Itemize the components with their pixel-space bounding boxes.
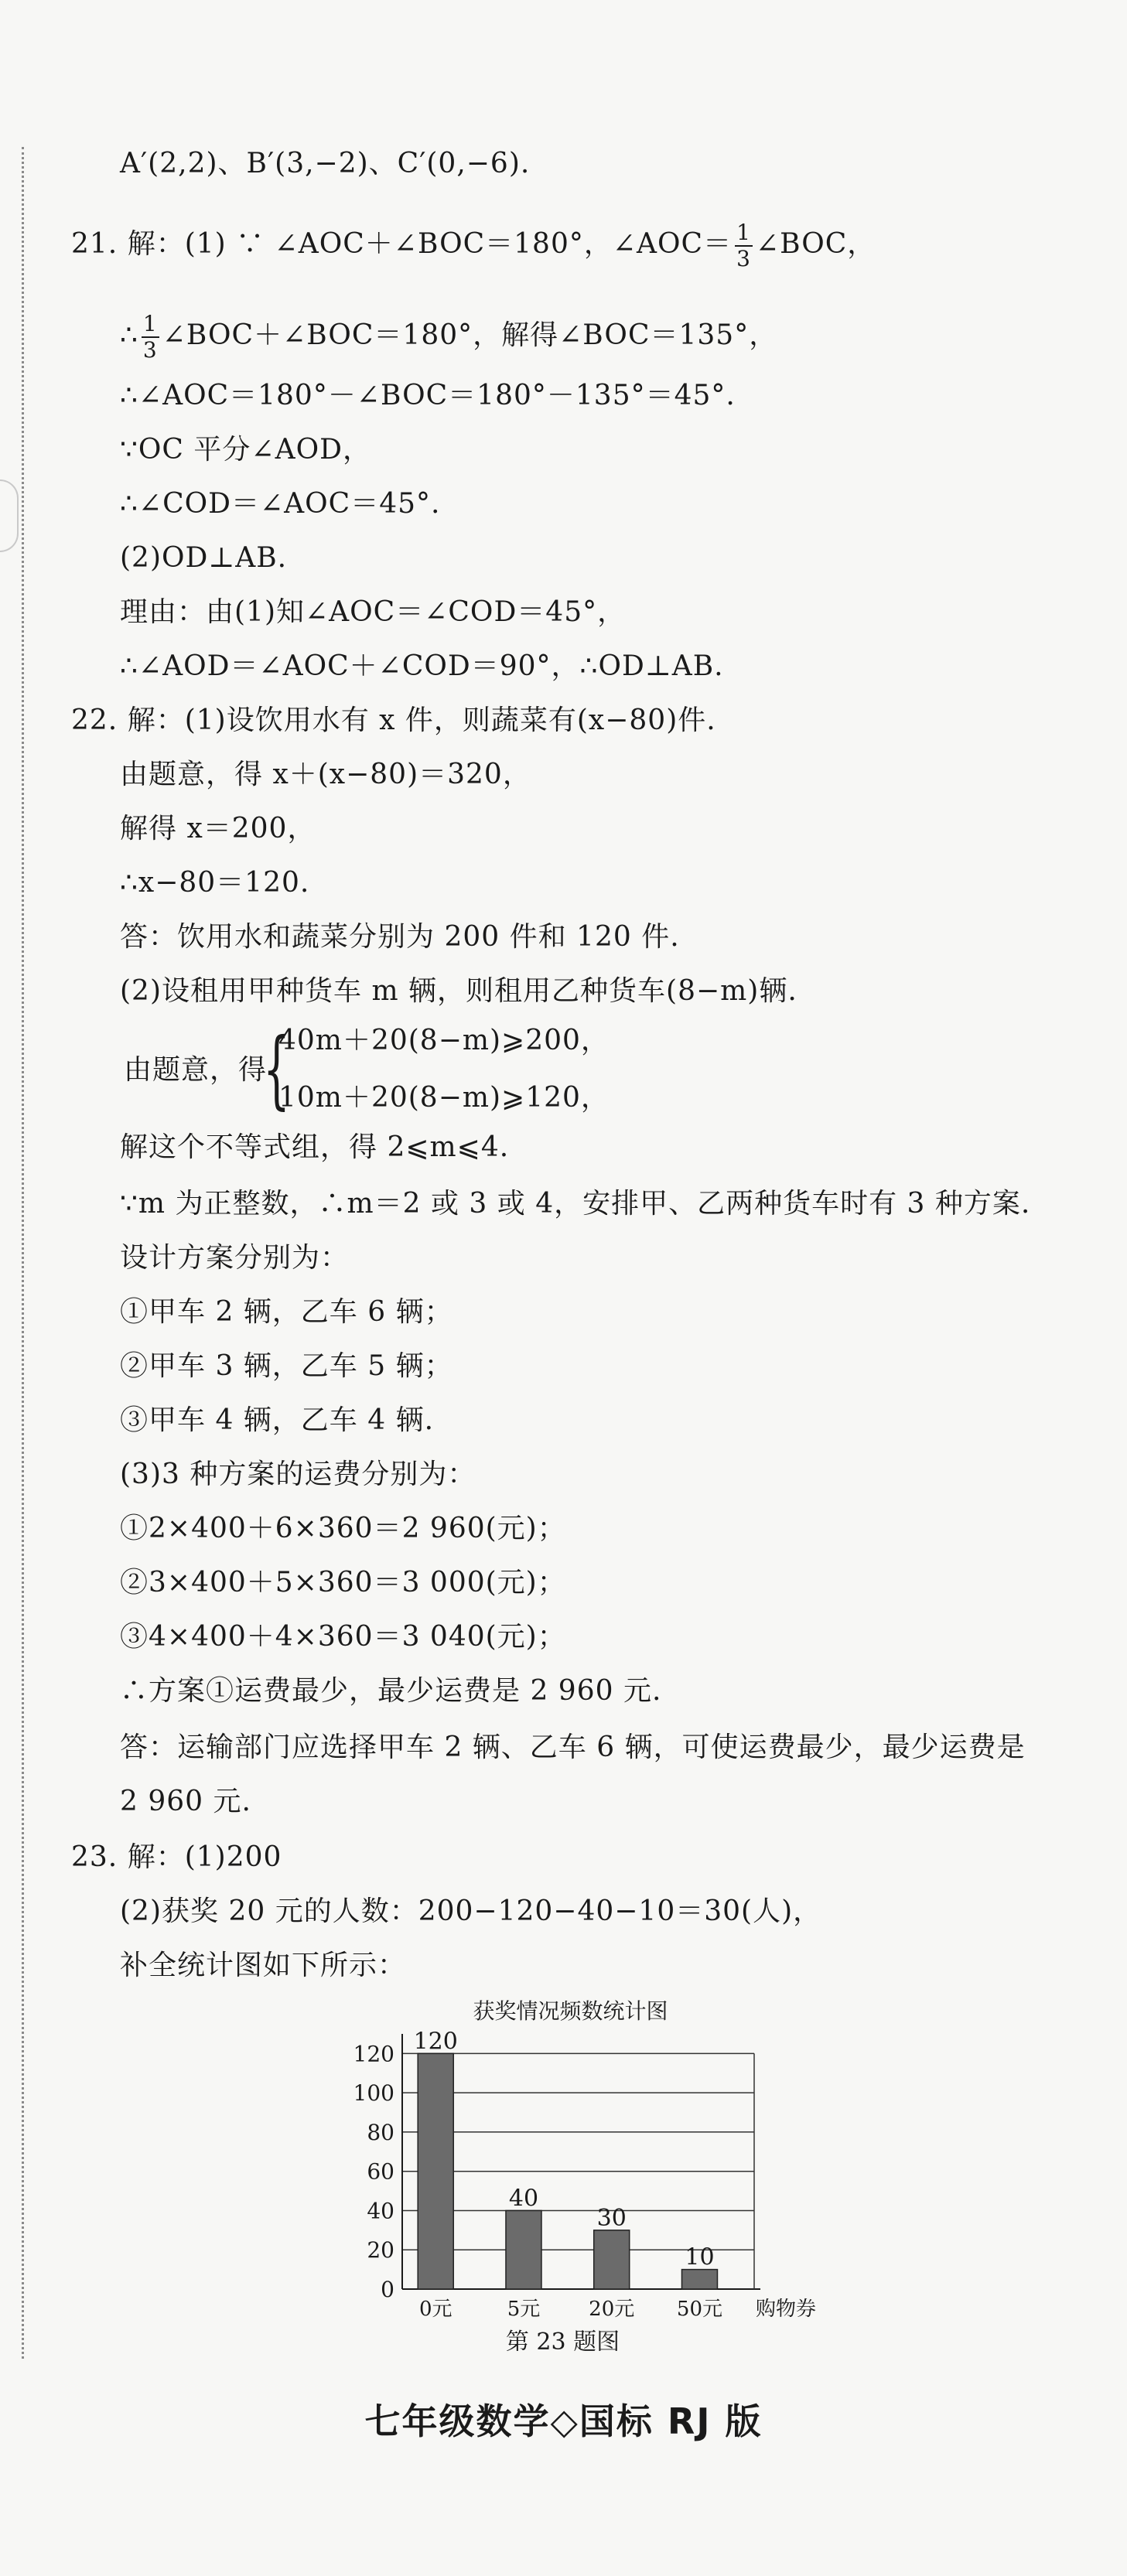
q21-therefore: ∴: [120, 319, 138, 351]
answer-line: ∵OC 平分∠AOD，: [120, 434, 371, 466]
y-tick-label: 80: [367, 2119, 394, 2145]
q22-header: 22. 解：(1)设饮用水有 x 件，则蔬菜有(x−80)件.: [71, 705, 716, 736]
x-tick-label: 0元: [418, 2298, 453, 2321]
fraction-denominator: 3: [736, 246, 751, 271]
answer-line: ②甲车 3 辆，乙车 5 辆；: [120, 1350, 453, 1382]
answer-line: (2)设租用甲种货车 m 辆，则租用乙种货车(8−m)辆.: [120, 975, 797, 1007]
answer-line: 2 960 元.: [120, 1786, 251, 1817]
answer-line: ①甲车 2 辆，乙车 6 辆；: [120, 1296, 453, 1328]
q21-text-b: ∠BOC，: [755, 228, 876, 260]
bar: [681, 2270, 717, 2289]
inequality-2: 10m＋20(8−m)⩾120，: [278, 1082, 610, 1114]
answer-line: ∴∠AOD＝∠AOC＋∠COD＝90°，∴OD⊥AB.: [120, 650, 724, 682]
inequality-system: [124, 1021, 665, 1121]
answer-line: 由题意，得 x＋(x−80)＝320，: [120, 759, 531, 790]
y-tick-label: 60: [367, 2158, 394, 2185]
answer-line: ②3×400＋5×360＝3 000(元)；: [120, 1567, 566, 1598]
answer-line: (2)获奖 20 元的人数：200−120−40−10＝30(人)，: [120, 1895, 822, 1927]
answer-line: 解这个不等式组，得 2⩽m⩽4.: [120, 1131, 510, 1163]
bar-value-label: 40: [508, 2185, 539, 2213]
x-axis-label: 购物券: [756, 2298, 817, 2321]
answer-line: 设计方案分别为：: [120, 1242, 350, 1274]
fraction-one-third: [735, 220, 753, 271]
y-tick-label: 20: [367, 2237, 394, 2264]
answer-line: ∴∠COD＝∠AOC＝45°.: [120, 488, 441, 520]
bar: [506, 2210, 541, 2289]
bar-value-label: 30: [596, 2204, 627, 2232]
x-tick-label: 50元: [676, 2298, 723, 2321]
answer-line: ③甲车 4 辆，乙车 4 辆.: [120, 1404, 435, 1436]
bar-chart: [340, 1995, 835, 2351]
answer-line: (3)3 种方案的运费分别为：: [120, 1459, 476, 1490]
q21-text-a: 21. 解：(1) ∵ ∠AOC＋∠BOC＝180°，∠AOC＝: [71, 228, 733, 260]
q21-line-2: [120, 312, 777, 363]
y-tick-label: 40: [367, 2198, 394, 2224]
x-tick-label: 5元: [507, 2298, 541, 2321]
bar-value-label: 120: [413, 2028, 458, 2056]
y-tick-label: 100: [353, 2080, 394, 2107]
fraction-numerator: 1: [142, 311, 158, 336]
chart-caption: 第 23 题图: [505, 2329, 620, 2351]
answer-line: A′(2,2)、B′(3,−2)、C′(0,−6).: [120, 148, 531, 179]
inequality-1: 40m＋20(8−m)⩾200，: [278, 1025, 610, 1056]
bar-value-label: 10: [685, 2243, 715, 2271]
answer-line: ①2×400＋6×360＝2 960(元)；: [120, 1513, 566, 1544]
y-tick-label: 0: [381, 2277, 394, 2302]
q21-line-1: [71, 220, 876, 271]
answer-line: ∴x−80＝120.: [120, 867, 310, 899]
answer-line: 解得 x＝200，: [120, 813, 316, 844]
q21-text-c: ∠BOC＋∠BOC＝180°，解得∠BOC＝135°，: [162, 319, 778, 351]
answer-line: ∵m 为正整数，∴m＝2 或 3 或 4，安排甲、乙两种货车时有 3 种方案.: [120, 1188, 1031, 1220]
bar: [594, 2230, 630, 2289]
fraction-denominator: 3: [142, 337, 158, 363]
answer-line: (2)OD⊥AB.: [120, 542, 288, 574]
fraction-numerator: 1: [736, 220, 751, 245]
answer-line: 答：运输部门应选择甲车 2 辆、乙车 6 辆，可使运费最少，最少运费是: [120, 1732, 1026, 1763]
bar: [418, 2053, 453, 2289]
bar-chart-container: [340, 1995, 835, 2351]
x-tick-label: 20元: [589, 2298, 635, 2321]
fraction-one-third: [142, 312, 159, 363]
answer-line: 补全统计图如下所示：: [120, 1950, 407, 1981]
answer-line: 理由：由(1)知∠AOC＝∠COD＝45°，: [120, 596, 627, 628]
answer-line: ③4×400＋4×360＝3 040(元)；: [120, 1621, 566, 1653]
answer-line: 答：饮用水和蔬菜分别为 200 件和 120 件.: [120, 921, 680, 953]
page-footer: 七年级数学◇国标 RJ 版: [364, 2400, 763, 2442]
answer-line: ∴∠AOC＝180°－∠BOC＝180°－135°＝45°.: [120, 380, 736, 411]
system-intro: 由题意，得: [124, 1054, 268, 1086]
chart-title: 获奖情况频数统计图: [473, 1998, 668, 2024]
y-tick-label: 120: [353, 2041, 394, 2067]
answer-line: ∴方案①运费最少，最少运费是 2 960 元.: [120, 1675, 662, 1707]
left-brace: {: [263, 1019, 290, 1118]
q23-header: 23. 解：(1)200: [71, 1841, 282, 1873]
